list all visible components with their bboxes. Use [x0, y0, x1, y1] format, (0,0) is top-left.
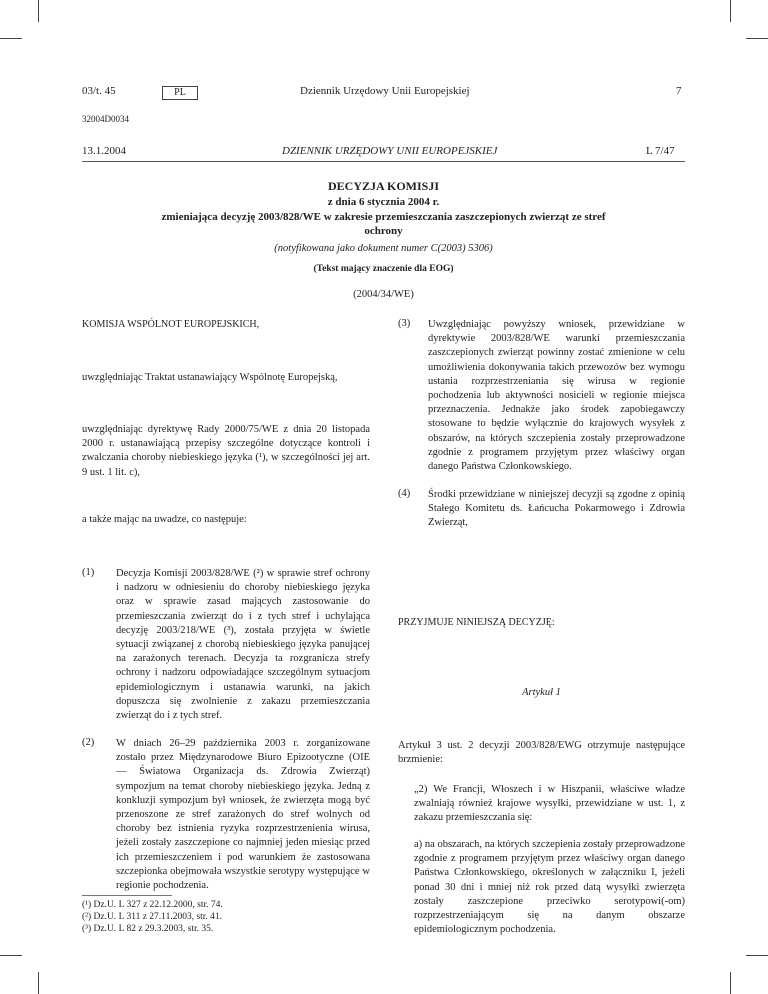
- page-number: 7: [676, 85, 682, 97]
- oj-reference: L 7/47: [646, 145, 675, 157]
- decision-number: (2004/34/WE): [353, 289, 414, 300]
- recital-1-text: Decyzja Komisji 2003/828/WE (²) w sprawie stref ochrony i nadzoru w odniesieniu do choroby niebieskiego języka oraz w sprawie zasad mających zastosowanie do przemieszczania zwierząt do i z tych stref i uchylająca decyzję 2003/218/WE (³), została przyjęta w świetle sytuacji związanej z chorobą niebieskiego języka panującej na zarażonych terenach. Decyzja ta rozgranicza strefy ochrony i nadzoru odpowiadające szczególnym sytuacjom epidemiologicznym i ustanawia warunki, na jakich dopuszcza się zwolnienie z zakazu przemieszczania zwierząt do i z tych stref.: [116, 568, 370, 722]
- notification-note: (notyfikowana jako dokument numer C(2003) 5306): [274, 243, 493, 254]
- journal-title: Dziennik Urzędowy Unii Europejskiej: [300, 85, 470, 97]
- publication-date: 13.1.2004: [82, 145, 126, 157]
- crop-mark-bottom-left-v: [38, 972, 39, 994]
- crop-mark-bottom-right-h: [746, 955, 768, 956]
- crop-mark-top-left-v: [38, 0, 39, 22]
- recital-1-number: (1): [82, 567, 95, 578]
- footnote-rule: [82, 895, 172, 896]
- article-1-text: Artykuł 3 ust. 2 decyzji 2003/828/EWG otrzymuje następujące brzmienie:: [398, 740, 685, 766]
- document-code: 32004D0034: [82, 114, 129, 124]
- whereas-line: a także mając na uwadze, co następuje:: [82, 514, 247, 525]
- adoption-formula: PRZYJMUJE NINIEJSZĄ DECYZJĘ:: [398, 617, 555, 628]
- crop-mark-top-right-h: [746, 38, 768, 39]
- footnote-1: (¹) Dz.U. L 327 z 22.12.2000, str. 74.: [82, 900, 223, 910]
- recital-3-number: (3): [398, 318, 411, 329]
- decision-date: z dnia 6 stycznia 2004 r.: [327, 196, 440, 208]
- quoted-paragraph: „2) We Francji, Włoszech i w Hiszpanii, właściwe władze zwalniają również krajowe wysyłki, przewidziane w ust. 1, z zakazu przemieszczania się:: [414, 784, 685, 824]
- directive-recital: uwzględniając dyrektywę Rady 2000/75/WE z dnia 20 listopada 2000 r. ustanawiającą przepisy szczególne dotyczące kontroli i zwalczania choroby niebieskiego języka (¹), w szczególności jej art. 9 ust. 1 lit. c),: [82, 424, 370, 478]
- decision-subject: zmieniająca decyzję 2003/828/WE w zakresie przemieszczania zaszczepionych zwierząt ze stref: [161, 211, 606, 223]
- crop-mark-top-right-v: [730, 0, 731, 22]
- eea-relevance: (Tekst mający znaczenie dla EOG): [313, 264, 454, 274]
- crop-mark-bottom-left-h: [0, 955, 22, 956]
- source-journal: DZIENNIK URZĘDOWY UNII EUROPEJSKIEJ: [282, 145, 498, 157]
- language-badge: PL: [162, 86, 198, 100]
- issue-number: 03/t. 45: [82, 85, 116, 97]
- treaty-recital: uwzględniając Traktat ustanawiający Wspólnotę Europejską,: [82, 372, 338, 383]
- crop-mark-bottom-right-v: [730, 972, 731, 994]
- decision-subject-end: ochrony: [364, 225, 403, 237]
- footnote-3: (³) Dz.U. L 82 z 29.3.2003, str. 35.: [82, 924, 214, 934]
- footnote-2: (²) Dz.U. L 311 z 27.11.2003, str. 41.: [82, 912, 223, 922]
- commission-line: KOMISJA WSPÓLNOT EUROPEJSKICH,: [82, 319, 260, 330]
- recital-4-text: Środki przewidziane w niniejszej decyzji są zgodne z opinią Stałego Komitetu ds. Łańcucha Pokarmowego i Zdrowia Zwierząt,: [428, 489, 685, 529]
- decision-title: DECYZJA KOMISJI: [327, 179, 440, 193]
- header-rule: [82, 161, 685, 162]
- article-1-heading: Artykuł 1: [522, 687, 561, 698]
- recital-3-text: Uwzględniając powyższy wniosek, przewidziane w dyrektywie 2003/828/WE warunki przemieszczania zaszczepionych zwierząt powinny zostać zmienione w celu umożliwienia dokonywania takich przewozów bez wymogu ustania rozprzestrzeniania się wirusa w regionie pochodzenia lub aktywności nosicieli w regionie miejsca przeznaczenia. Jednakże jako środek zapobiegawczy stosowane to będzie wyłącznie do krajowych wysyłek z obszarów, na których szczepienia zostały przeprowadzone zgodnie z programem przyjętym przez właściwy organ danego Państwa Członkowskiego.: [428, 319, 685, 473]
- crop-mark-top-left-h: [0, 38, 22, 39]
- recital-4-number: (4): [398, 488, 411, 499]
- point-a: a) na obszarach, na których szczepienia zostały przeprowadzone zgodnie z programem przyjętym przez właściwy organ danego Państwa Członkowskiego, określonych w załączniku I, jeżeli ponad 30 dni i mniej niż rok przed datą wysyłki zwierzęta zostały zaszczepione przeciwko serotypowi(-om) rozprzestrzeniającym się na danym obszarze epidemiologicznym pochodzenia.: [414, 839, 685, 936]
- recital-2-text: W dniach 26–29 października 2003 r. zorganizowane zostało przez Międzynarodowe Biuro Epizootyczne (OIE — Światowa Organizacja ds. Zdrowia Zwierząt) sympozjum na temat choroby niebieskiego języka. Jedną z konkluzji sympozjum był wniosek, że zwierzęta mogą być przenoszone ze stref zarażonych do stref wolnych od choroby bez istnienia ryzyka rozprzestrzenienia wirusa, jeżeli zostały zaszczepione co najmniej jeden miesiąc przed ich przemieszczeniem i pod warunkiem że zastosowana szczepionka obejmowała wszystkie serotypy występujące w regionie pochodzenia.: [116, 738, 370, 892]
- recital-2-number: (2): [82, 737, 95, 748]
